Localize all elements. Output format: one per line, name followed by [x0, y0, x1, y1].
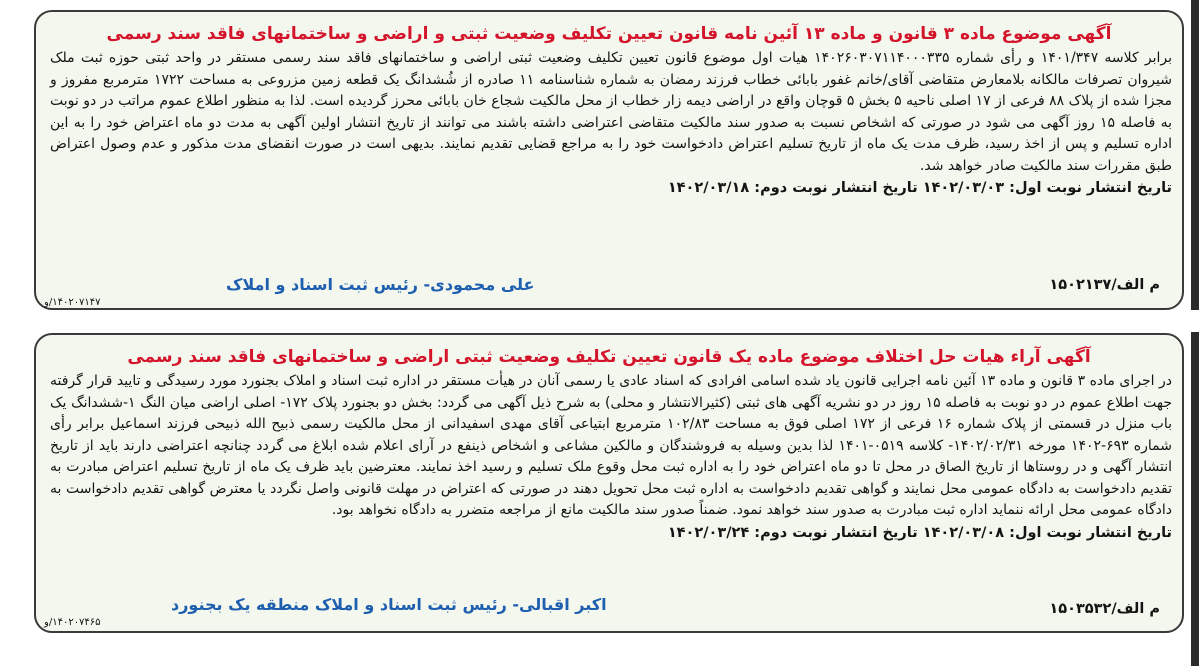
notice-2-publish-dates: تاریخ انتشار نوبت اول: ۱۴۰۲/۰۳/۰۸ تاریخ انتشار نوبت دوم: ۱۴۰۲/۰۳/۲۴ — [667, 524, 1172, 541]
page-edge-bottom — [1191, 332, 1199, 666]
notice-2-signer: اکبر اقبالی- رئیس ثبت اسناد و املاک منطقه یک بجنورد — [171, 595, 607, 614]
notice-2-reference: م الف/۱۵۰۳۵۳۲ — [1049, 601, 1160, 617]
notice-1-signer: علی محمودی- رئیس ثبت اسناد و املاک — [226, 275, 535, 294]
notice-1-title: آگهی موضوع ماده ۳ قانون و ماده ۱۳ آئین نامه قانون تعیین تکلیف وضعیت ثبتی و اراضی و ساختمانهای فاقد سند رسمی — [106, 24, 1112, 44]
notice-panel-1 — [34, 10, 1184, 310]
notice-panel-2 — [34, 333, 1184, 633]
notice-2-title: آگهی آراء هیات حل اختلاف موضوع ماده یک قانون تعیین تکلیف وضعیت ثبتی اراضی و ساختمانهای فاقد سند رسمی — [127, 347, 1091, 367]
notice-2-body: در اجرای ماده ۳ قانون و ماده ۱۳ آئین نامه اجرایی قانون یاد شده اسامی افرادی که اسناد عادی یا رسمی آنان در هیأت مستقر در اداره ثبت اسناد و املاک بجنورد مورد رسیدگی و تایید قرار گرفته جهت اطلاع عموم در دو نوبت به فاصله ۱۵ روز در دو نشریه آگهی های ثبتی (کثیرالانتشار و محلی) به شرح ذیل آگهی می گردد: بخش دو بجنورد پلاک ۱۷۲- اصلی اراضی میان النگ ۱-ششدانگ یک باب منزل در قسمتی از پلاک شماره ۱۶ فرعی از ۱۷۲ اصلی فوق به مساحت ۱۰۲/۸۳ مترمربع ابتیاعی آقای مهدی اسفیدانی از محل مالکیت رسمی ذبیح الله ذبیحی فرزند اسماعیل برابر رأی شماره ۶۹۳-۱۴۰۲ مورخه ۱۴۰۲/۰۲/۳۱- کلاسه ۰۵۱۹-۱۴۰۱ لذا بدین وسیله به فروشندگان و مالکین مشاعی و اشخاص ذینفع در آرای اعلام شده ابلاغ می گردد چنانچه اعتراضی دارند باید از تاریخ انتشار آگهی و در روستاها از تاریخ الصاق در محل تا دو ماه اعتراض خود را به اداره ثبت محل وقوع ملک تسلیم و رسید اخذ نمایند. معترضین باید ظرف یک ماه از تاریخ تسلیم اعتراض مبادرت به تقدیم دادخواست به دادگاه عمومی محل نمایند و گواهی تقدیم دادخواست به اداره ثبت محل تحویل دهند در صورتی که اعتراض در مهلت قانونی واصل نگردد یا معترض گواهی تقدیم دادخواست به دادگاه عمومی محل ارائه ننماید اداره ثبت مبادرت به صدور سند خواهد نمود. ضمناً صدور سند مالکیت مانع از مراجعه متضرر به دادگاه نخواهد بود. — [50, 373, 1173, 518]
notice-1-reference: م الف/۱۵۰۲۱۳۷ — [1049, 277, 1160, 293]
notice-1-code: ۱۴۰۲۰۷۱۴۷/و — [44, 297, 101, 308]
notice-2-code: ۱۴۰۲۰۷۴۶۵/و — [44, 617, 101, 628]
notice-1-body: برابر کلاسه ۱۴۰۱/۳۴۷ و رأی شماره ۱۴۰۲۶۰۳۰۷۱۱۴۰۰۰۳۳۵ هیات اول موضوع قانون تعیین تکلیف وضعیت ثبتی اراضی و ساختمانهای فاقد سند رسمی مستقر در واحد ثبتی حوزه ثبت ملک شیروان تصرفات مالکانه بلامعارض متقاضی آقای/خانم غفور بابائی خطاب فرزند رمضان به شماره شناسنامه ۱۱ صادره از شُشدانگ یک قطعه زمین مزروعی به مساحت ۱۷۲۲ مترمربع مفروز و مجزا شده از پلاک ۸۸ فرعی از ۱۷ اصلی ناحیه ۵ بخش ۵ قوچان واقع در اراضی دیمه زار خطاب از محل مالکیت شجاع خان بابائی محرز گردیده است. لذا به منظور اطلاع عموم مراتب در دو نوبت به فاصله ۱۵ روز آگهی می شود در صورتی که اشخاص نسبت به صدور سند مالکیت متقاضی اعتراضی داشته باشند می توانند از تاریخ انتشار اولین آگهی به مدت دو ماه اعتراض خود را به این اداره تسلیم و پس از اخذ رسید، ظرف مدت یک ماه از تاریخ تسلیم اعتراض دادخواست خود را به مراجع قضایی تقدیم نمایند. بدیهی است در صورت انقضای مدت مذکور و عدم وصول اعتراض طبق مقررات سند مالکیت صادر خواهد شد. — [50, 50, 1173, 174]
page-edge-top — [1191, 0, 1199, 310]
notice-1-publish-dates: تاریخ انتشار نوبت اول: ۱۴۰۲/۰۳/۰۳ تاریخ انتشار نوبت دوم: ۱۴۰۲/۰۳/۱۸ — [667, 180, 1172, 196]
